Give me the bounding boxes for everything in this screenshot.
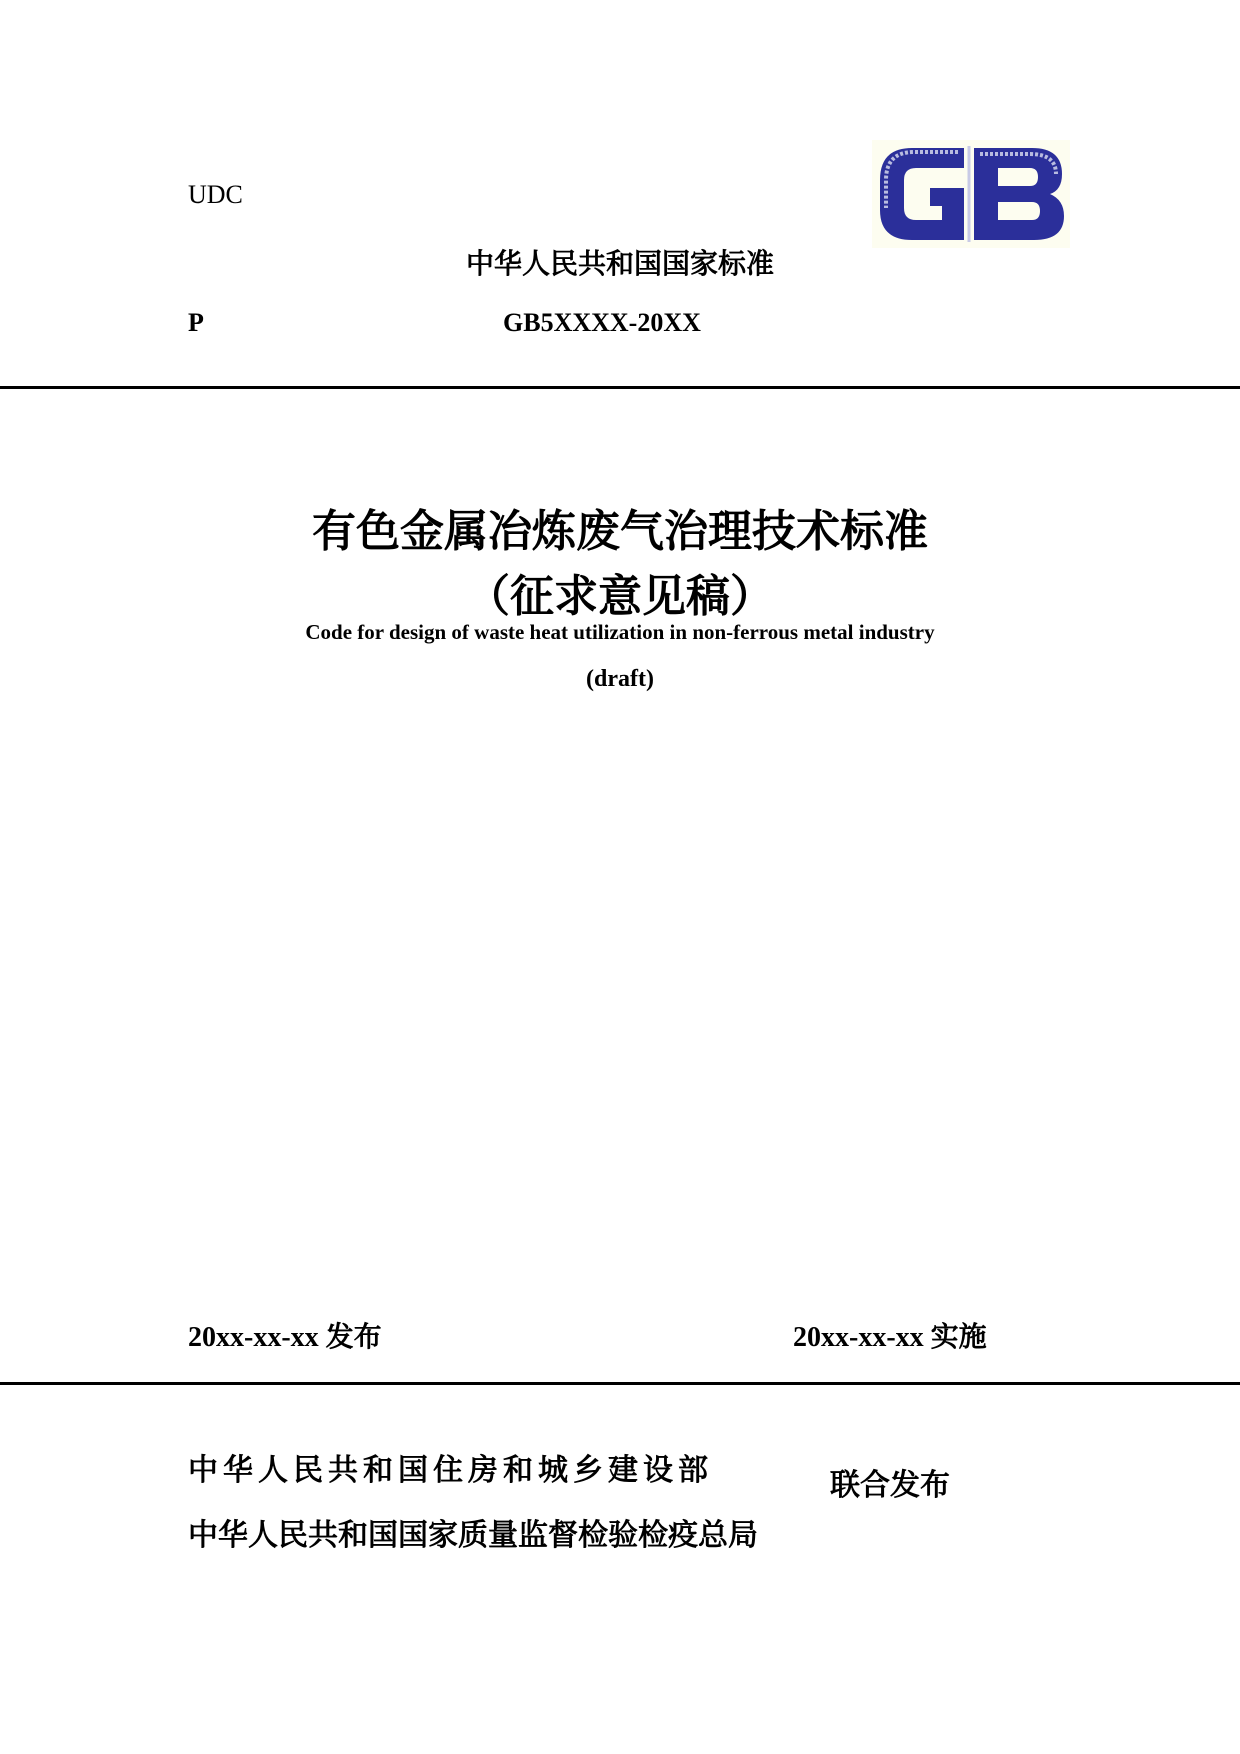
issuer-ministry-housing: 中华人民共和国住房和城乡建设部 <box>188 1454 713 1487</box>
category-code: P <box>188 308 204 337</box>
standard-type: 中华人民共和国国家标准 <box>465 249 774 280</box>
document-title: 有色金属冶炼废气治理技术标准 <box>312 507 928 556</box>
footer-divider <box>0 1382 1240 1385</box>
udc-label: UDC <box>188 180 243 209</box>
gb-logo <box>872 140 1070 248</box>
document-status: （征求意见稿） <box>466 572 774 621</box>
issuer-quality-supervision: 中华人民共和国国家质量监督检验检疫总局 <box>188 1519 758 1552</box>
english-status: (draft) <box>586 666 654 692</box>
standard-number: GB5XXXX-20XX <box>503 308 701 337</box>
joint-issue-label: 联合发布 <box>830 1469 950 1502</box>
implement-date: 20xx-xx-xx 实施 <box>793 1322 987 1353</box>
publish-date: 20xx-xx-xx 发布 <box>188 1322 382 1353</box>
header-divider <box>0 386 1240 389</box>
english-title: Code for design of waste heat utilization in non-ferrous metal industry <box>305 620 935 644</box>
